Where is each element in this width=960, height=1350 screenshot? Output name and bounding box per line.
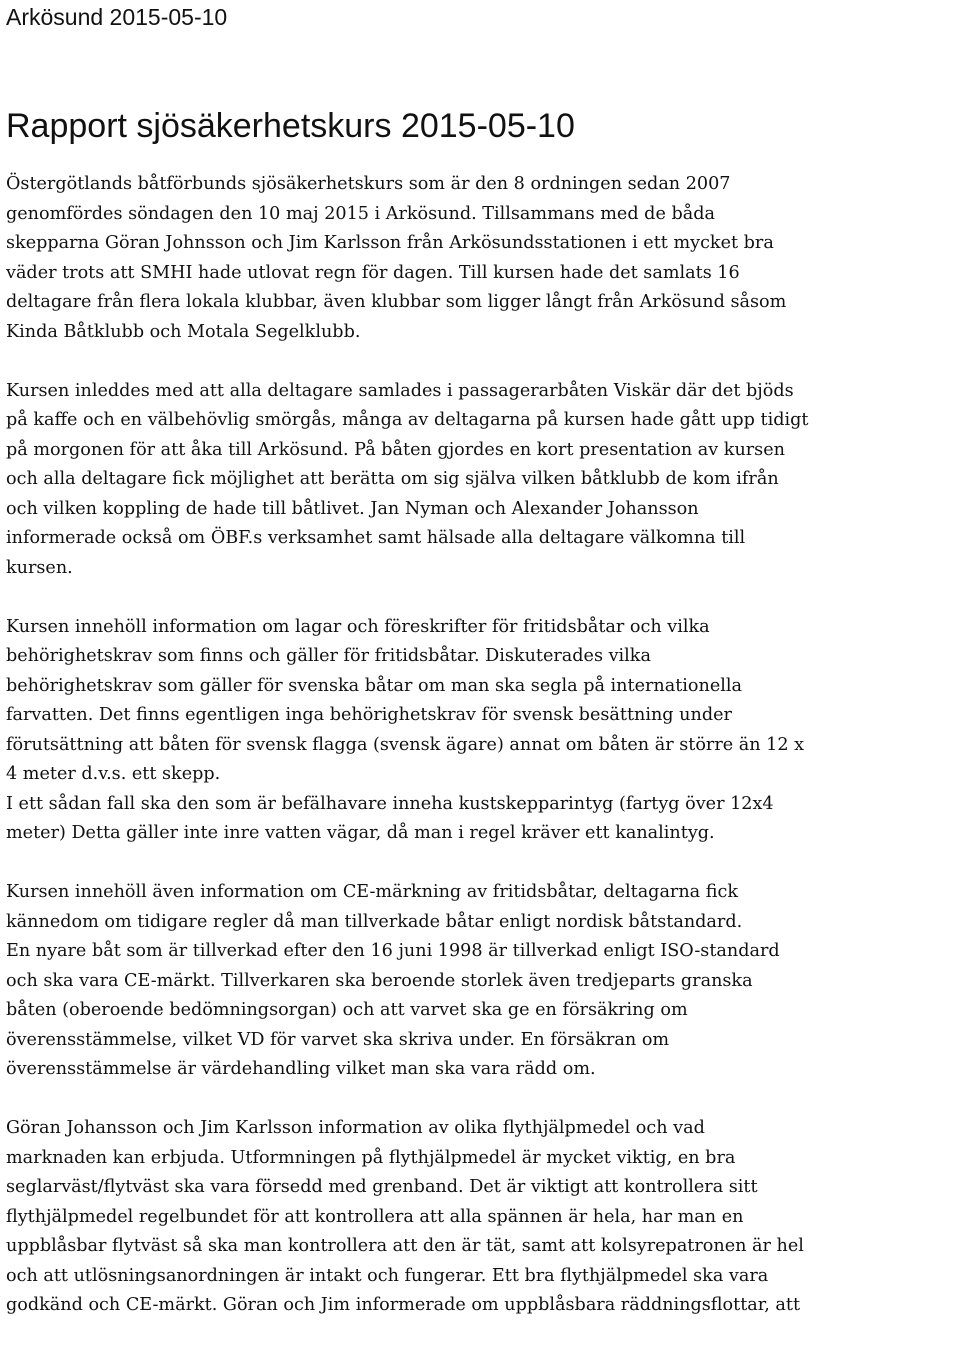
text-line: på kaffe och en välbehövlig smörgås, många av deltagarna på kursen hade gått upp tidigt [6, 410, 809, 430]
text-line: skepparna Göran Johnsson och Jim Karlsson från Arkösundsstationen i ett mycket bra [6, 233, 774, 253]
text-line: väder trots att SMHI hade utlovat regn för dagen. Till kursen hade det samlats 16 [6, 262, 740, 283]
body-text [6, 170, 956, 1321]
text-line: båten (oberoende bedömningsorgan) och att varvet ska ge en försäkring om [6, 1000, 688, 1020]
text-line: godkänd och CE-märkt. Göran och Jim informerade om uppblåsbara räddningsflottar, att [6, 1295, 801, 1315]
text-line: och alla deltagare fick möjlighet att berätta om sig själva vilken båtklubb de kom ifrån [6, 469, 779, 489]
text-line: marknaden kan erbjuda. Utformningen på flythjälpmedel är mycket viktig, en bra [6, 1147, 736, 1168]
document-title: Rapport sjösäkerhetskurs 2015-05-10 [6, 107, 575, 145]
text-line: Kinda Båtklubb och Motala Segelklubb. [6, 321, 361, 342]
text-line: behörighetskrav som gäller för svenska båtar om man ska segla på internationella [6, 675, 742, 696]
text-line: på morgonen för att åka till Arkösund. På båten gjordes en kort presentation av kursen [6, 439, 785, 460]
paragraph-1 [6, 170, 956, 347]
text-line: genomfördes söndagen den 10 maj 2015 i Arkösund. Tillsammans med de båda [6, 203, 715, 224]
text-line: En nyare båt som är tillverkad efter den 16 juni 1998 är tillverkad enligt ISO-standard [6, 941, 780, 961]
text-line: överensstämmelse är värdehandling vilket man ska vara rädd om. [6, 1059, 596, 1079]
text-line: behörighetskrav som finns och gäller för fritidsbåtar. Diskuterades vilka [6, 646, 651, 666]
text-line: och vilken koppling de hade till båtlivet. Jan Nyman och Alexander Johansson [6, 498, 699, 519]
text-line: Kursen innehöll även information om CE-märkning av fritidsbåtar, deltagarna fick [6, 882, 739, 902]
text-line: förutsättning att båten för svensk flagga (svensk ägare) annat om båten är större än 12 x [6, 734, 805, 755]
text-line: kursen. [6, 557, 73, 578]
document-page [6, 0, 956, 1350]
text-line: deltagare från flera lokala klubbar, även klubbar som ligger långt från Arkösund såsom [6, 292, 787, 312]
text-line: Göran Johansson och Jim Karlsson information av olika flythjälpmedel och vad [6, 1118, 705, 1138]
text-line: informerade också om ÖBF.s verksamhet samt hälsade alla deltagare välkomna till [6, 528, 746, 548]
text-line: överensstämmelse, vilket VD för varvet ska skriva under. En försäkran om [6, 1029, 670, 1050]
text-line: I ett sådan fall ska den som är befälhavare inneha kustskepparintyg (fartyg över 12x4 [6, 793, 774, 814]
text-line: 4 meter d.v.s. ett skepp. [6, 764, 221, 784]
text-line: meter) Detta gäller inte inre vatten vägar, då man i regel kräver ett kanalintyg. [6, 823, 715, 843]
place-date-header: Arkösund 2015-05-10 [6, 4, 228, 30]
text-line: Kursen inleddes med att alla deltagare samlades i passagerarbåten Viskär där det bjöds [6, 380, 794, 401]
text-line: och att utlösningsanordningen är intakt och fungerar. Ett bra flythjälpmedel ska vara [6, 1265, 769, 1286]
text-line: uppblåsbar flytväst så ska man kontrollera att den är tät, samt att kolsyrepatronen är hel [6, 1236, 804, 1256]
text-line: flythjälpmedel regelbundet för att kontrollera att alla spännen är hela, har man en [6, 1206, 744, 1227]
paragraph-5 [6, 1114, 956, 1321]
paragraph-2 [6, 377, 956, 584]
text-line: kännedom om tidigare regler då man tillverkade båtar enligt nordisk båtstandard. [6, 911, 743, 932]
paragraph-4 [6, 878, 956, 1085]
text-line: Östergötlands båtförbunds sjösäkerhetskurs som är den 8 ordningen sedan 2007 [6, 174, 731, 194]
text-line: Kursen innehöll information om lagar och föreskrifter för fritidsbåtar och vilka [6, 616, 710, 637]
text-line: seglarväst/flytväst ska vara försedd med grenband. Det är viktigt att kontrollera sitt [6, 1177, 758, 1197]
paragraph-3 [6, 613, 956, 849]
text-line: farvatten. Det finns egentligen inga behörighetskrav för svensk besättning under [6, 705, 732, 725]
text-line: och ska vara CE-märkt. Tillverkaren ska beroende storlek även tredjeparts granska [6, 970, 753, 991]
